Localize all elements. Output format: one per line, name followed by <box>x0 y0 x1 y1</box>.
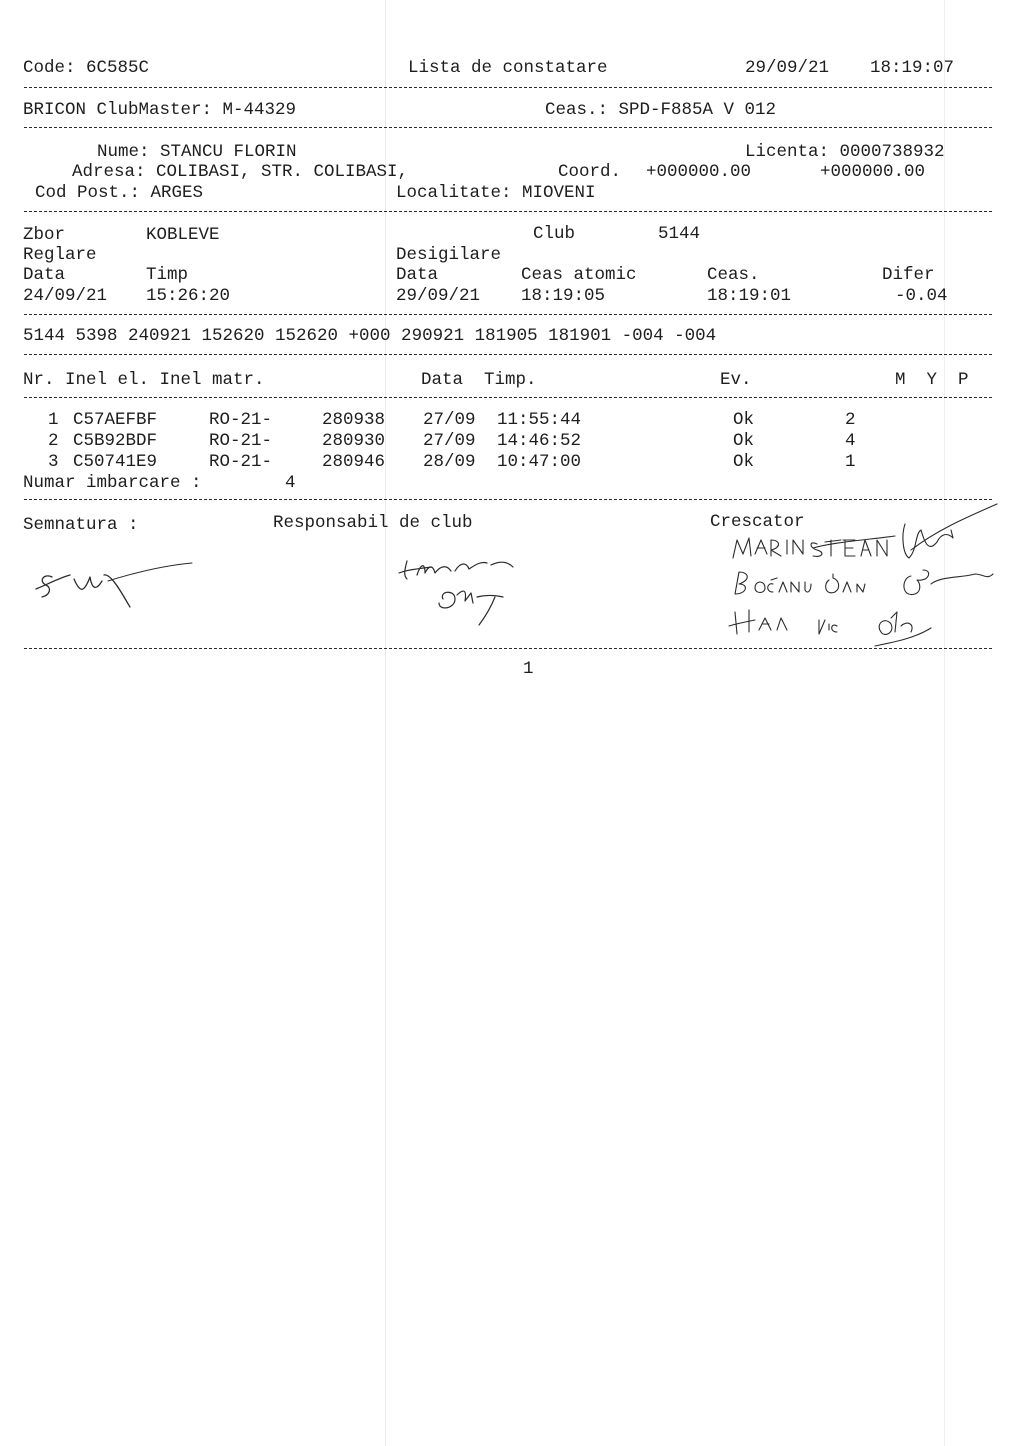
col-header-rings: Nr. Inel el. Inel matr. <box>23 370 265 390</box>
club-responsible-label: Responsabil de club <box>273 513 473 533</box>
divider <box>24 354 992 355</box>
coord-label: Coord. <box>558 162 622 182</box>
clock-time: 18:19:01 <box>707 286 792 306</box>
setting-date: 24/09/21 <box>23 286 108 306</box>
breeder-signatures <box>725 500 1000 660</box>
signature-label: Semnatura : <box>23 515 139 535</box>
arrival-date: 27/09 <box>423 431 476 451</box>
setting-time-header: Timp <box>146 265 189 285</box>
event-status: Ok <box>733 452 755 472</box>
postal-code: Cod Post.: ARGES <box>35 183 204 203</box>
ring-prefix: RO-21- <box>209 431 273 451</box>
flight-label: Zbor <box>23 225 66 245</box>
code-line: 5144 5398 240921 152620 152620 +000 290921 181905 181901 -004 -004 <box>23 326 717 346</box>
electronic-ring: C57AEFBF <box>73 410 158 430</box>
print-time: 18:19:07 <box>870 58 955 78</box>
row-number: 3 <box>48 452 59 472</box>
col-header-event: Ev. <box>720 370 752 390</box>
setting-time: 15:26:20 <box>146 286 231 306</box>
document-code: Code: 6C585C <box>23 58 150 78</box>
clock-header: Ceas. <box>707 265 760 285</box>
divider <box>24 648 992 649</box>
col-header-myp: M Y P <box>895 370 969 390</box>
fold-line-right <box>944 0 945 1446</box>
fold-line-left <box>385 0 386 1446</box>
arrival-time: 10:47:00 <box>497 452 582 472</box>
breeder-label: Crescator <box>710 512 805 532</box>
m-value: 2 <box>845 410 856 430</box>
coord-value-1: +000000.00 <box>646 162 752 182</box>
divider <box>24 314 992 315</box>
divider <box>24 397 992 398</box>
unsealing-date: 29/09/21 <box>396 286 481 306</box>
ring-number: 280938 <box>322 410 386 430</box>
atomic-clock-header: Ceas atomic <box>521 265 637 285</box>
row-number: 2 <box>48 431 59 451</box>
locality: Localitate: MIOVENI <box>396 183 596 203</box>
coord-value-2: +000000.00 <box>820 162 926 182</box>
col-header-date-time: Data Timp. <box>421 370 537 390</box>
print-date: 29/09/21 <box>745 58 830 78</box>
divider <box>24 127 992 128</box>
unsealing-date-header: Data <box>396 265 439 285</box>
time-difference: -0.04 <box>895 286 948 306</box>
flight-name: KOBLEVE <box>146 225 220 245</box>
boarding-count: 4 <box>285 473 296 493</box>
club-number: 5144 <box>658 224 701 244</box>
arrival-time: 11:55:44 <box>497 410 582 430</box>
electronic-ring: C50741E9 <box>73 452 158 472</box>
arrival-time: 14:46:52 <box>497 431 582 451</box>
event-status: Ok <box>733 431 755 451</box>
club-label: Club <box>533 224 576 244</box>
fancier-signature <box>30 555 200 615</box>
document-title: Lista de constatare <box>408 58 608 78</box>
club-responsible-signature <box>395 555 525 630</box>
event-status: Ok <box>733 410 755 430</box>
divider <box>24 87 992 88</box>
arrival-date: 27/09 <box>423 410 476 430</box>
difference-header: Difer <box>882 265 935 285</box>
license-number: Licenta: 0000738932 <box>745 142 945 162</box>
setting-date-header: Data <box>23 265 66 285</box>
ring-prefix: RO-21- <box>209 452 273 472</box>
clubmaster-id: BRICON ClubMaster: M-44329 <box>23 100 297 120</box>
address: Adresa: COLIBASI, STR. COLIBASI, <box>72 162 409 182</box>
page-number: 1 <box>523 659 534 679</box>
m-value: 4 <box>845 431 856 451</box>
atomic-clock-time: 18:19:05 <box>521 286 606 306</box>
boarding-label: Numar imbarcare : <box>23 473 202 493</box>
arrival-date: 28/09 <box>423 452 476 472</box>
clock-id: Ceas.: SPD-F885A V 012 <box>545 100 777 120</box>
electronic-ring: C5B92BDF <box>73 431 158 451</box>
ring-number: 280946 <box>322 452 386 472</box>
setting-heading: Reglare <box>23 245 97 265</box>
divider <box>24 211 992 212</box>
ring-number: 280930 <box>322 431 386 451</box>
ring-prefix: RO-21- <box>209 410 273 430</box>
unsealing-heading: Desigilare <box>396 245 502 265</box>
row-number: 1 <box>48 410 59 430</box>
m-value: 1 <box>845 452 856 472</box>
fancier-name: Nume: STANCU FLORIN <box>97 142 297 162</box>
